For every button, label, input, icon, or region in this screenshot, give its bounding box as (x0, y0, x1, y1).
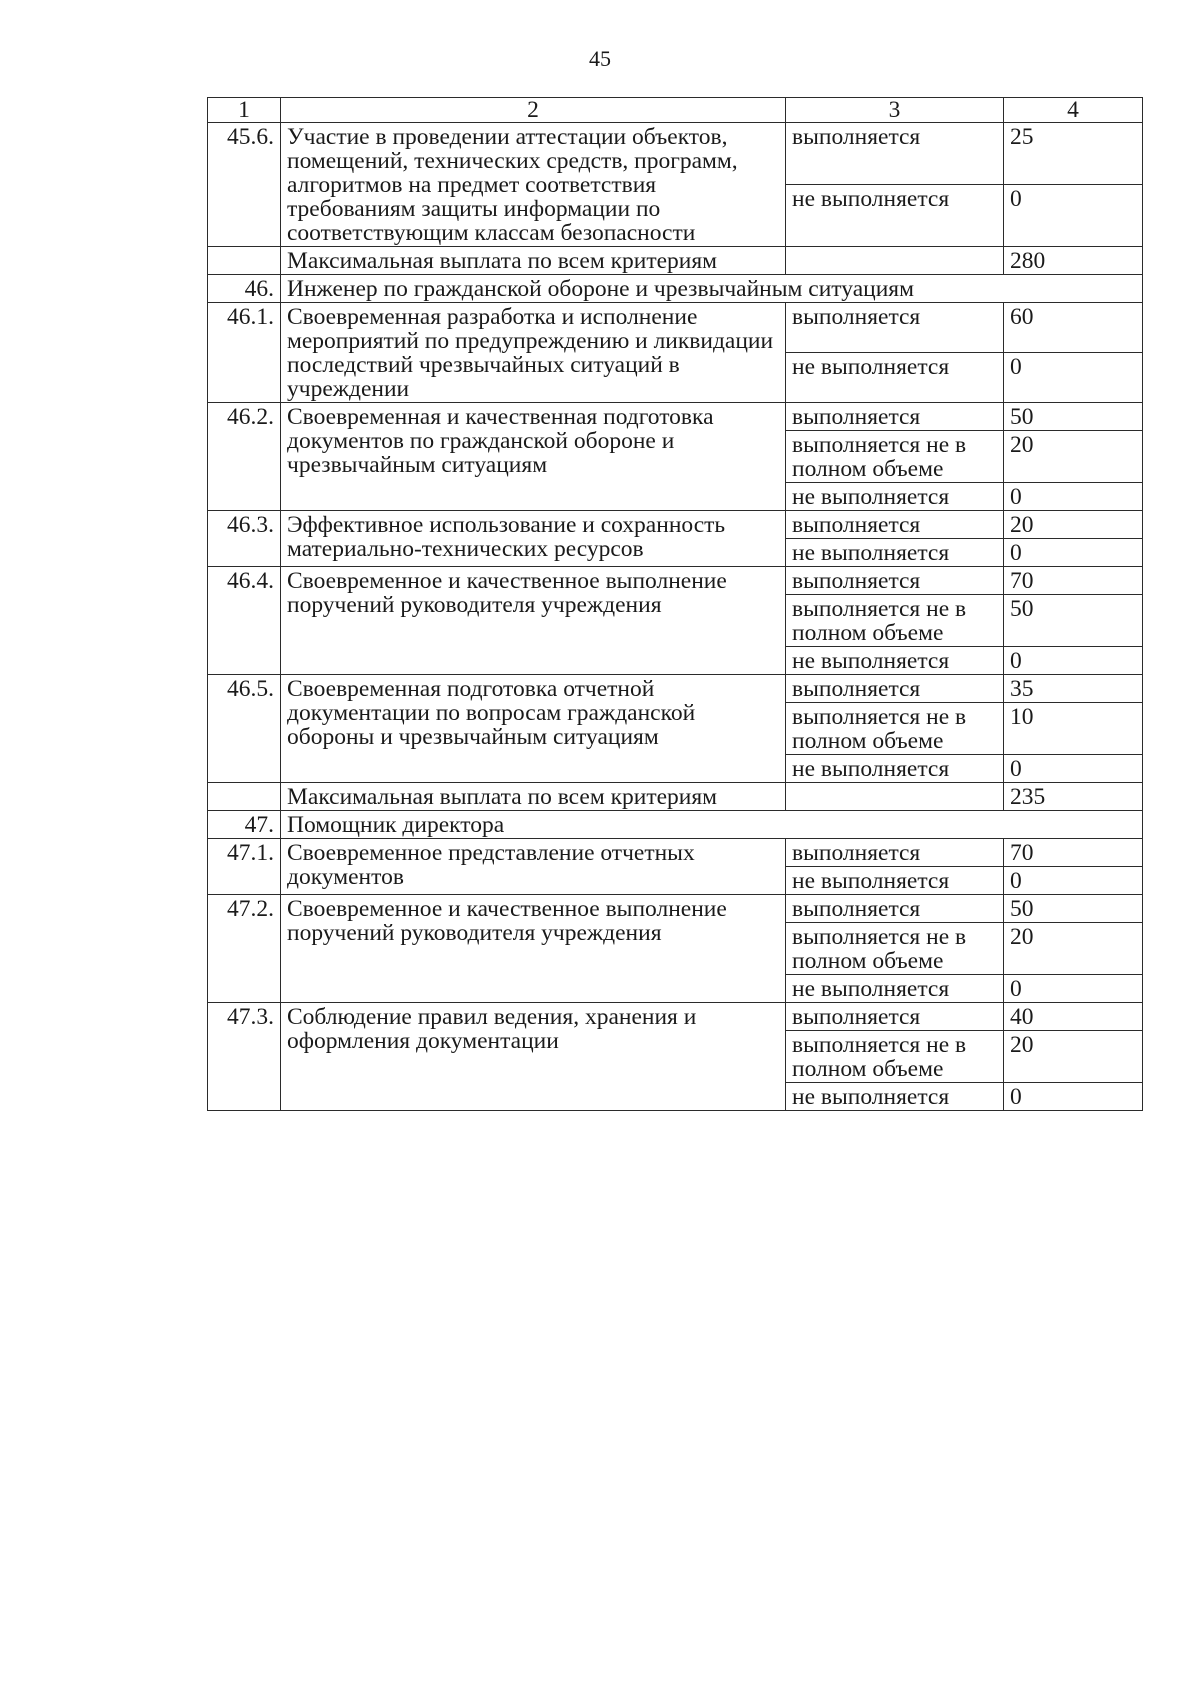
criterion-value: 50 (1004, 895, 1143, 923)
criterion-text: Своевременное и качественное выполнение поручений руководителя учреждения (281, 895, 786, 1003)
criterion-number: 47.2. (208, 895, 281, 1003)
criterion-number: 46.5. (208, 675, 281, 783)
criterion-status: выполняется (786, 675, 1004, 703)
criterion-status: не выполняется (786, 539, 1004, 567)
criterion-number: 46.2. (208, 403, 281, 511)
criterion-value: 0 (1004, 1083, 1143, 1111)
criterion-text: Своевременная подготовка отчетной документации по вопросам гражданской обороны и чрезвычайным ситуациям (281, 675, 786, 783)
criterion-text: Участие в проведении аттестации объектов, помещений, технических средств, программ, алгоритмов на предмет соответствия требованиям защиты информации по соответствующим классам безопасности (281, 123, 786, 247)
criterion-row (208, 511, 1143, 539)
section-row (208, 811, 1143, 839)
criterion-number: 46.1. (208, 303, 281, 403)
criterion-value: 25 (1004, 123, 1143, 185)
max-payment-value: 235 (1004, 783, 1143, 811)
criterion-status: выполняется (786, 123, 1004, 185)
criterion-value: 50 (1004, 595, 1143, 647)
criterion-status: не выполняется (786, 755, 1004, 783)
criterion-status: выполняется (786, 895, 1004, 923)
criterion-value: 0 (1004, 647, 1143, 675)
max-payment-value: 280 (1004, 247, 1143, 275)
criterion-value: 0 (1004, 867, 1143, 895)
criterion-value: 70 (1004, 567, 1143, 595)
section-title: Помощник директора (281, 811, 1143, 839)
criterion-status: выполняется (786, 839, 1004, 867)
criterion-value: 10 (1004, 703, 1143, 755)
row-number (208, 247, 281, 275)
max-payment-status (786, 247, 1004, 275)
criterion-status: не выполняется (786, 353, 1004, 403)
criterion-value: 0 (1004, 185, 1143, 247)
criterion-status: не выполняется (786, 647, 1004, 675)
criterion-value: 50 (1004, 403, 1143, 431)
criterion-text: Эффективное использование и сохранность материально-технических ресурсов (281, 511, 786, 567)
criterion-text: Своевременная разработка и исполнение мероприятий по предупреждению и ликвидации последствий чрезвычайных ситуаций в учреждении (281, 303, 786, 403)
criterion-status: не выполняется (786, 1083, 1004, 1111)
section-number: 46. (208, 275, 281, 303)
criterion-status: выполняется (786, 303, 1004, 353)
criterion-value: 0 (1004, 539, 1143, 567)
criterion-text: Своевременное и качественное выполнение поручений руководителя учреждения (281, 567, 786, 675)
criterion-number: 47.1. (208, 839, 281, 895)
column-header-4: 4 (1004, 98, 1143, 123)
column-header-2: 2 (281, 98, 786, 123)
criterion-number: 46.4. (208, 567, 281, 675)
criterion-row (208, 567, 1143, 595)
criterion-value: 0 (1004, 755, 1143, 783)
criterion-value: 0 (1004, 975, 1143, 1003)
criterion-value: 40 (1004, 1003, 1143, 1031)
criterion-status: выполняется (786, 567, 1004, 595)
criterion-status: не выполняется (786, 483, 1004, 511)
criterion-text: Своевременная и качественная подготовка документов по гражданской обороне и чрезвычайным ситуациям (281, 403, 786, 511)
criterion-status: выполняется не в полном объеме (786, 1031, 1004, 1083)
criterion-value: 0 (1004, 353, 1143, 403)
column-header-row (208, 98, 1143, 123)
max-payment-row (208, 247, 1143, 275)
column-header-3: 3 (786, 98, 1004, 123)
section-title: Инженер по гражданской обороне и чрезвычайным ситуациям (281, 275, 1143, 303)
max-payment-status (786, 783, 1004, 811)
max-payment-label: Максимальная выплата по всем критериям (281, 247, 786, 275)
criterion-status: не выполняется (786, 867, 1004, 895)
criterion-value: 20 (1004, 511, 1143, 539)
criterion-value: 70 (1004, 839, 1143, 867)
criterion-value: 0 (1004, 483, 1143, 511)
criterion-status: не выполняется (786, 975, 1004, 1003)
criteria-table (207, 97, 1143, 1111)
criterion-number: 46.3. (208, 511, 281, 567)
criterion-value: 35 (1004, 675, 1143, 703)
page-number: 45 (589, 46, 611, 71)
criterion-status: выполняется (786, 1003, 1004, 1031)
criterion-row (208, 895, 1143, 923)
criterion-row (208, 1003, 1143, 1031)
criterion-status: выполняется (786, 403, 1004, 431)
criterion-value: 20 (1004, 1031, 1143, 1083)
max-payment-row (208, 783, 1143, 811)
criterion-row (208, 675, 1143, 703)
table-body (208, 98, 1143, 1111)
criterion-row (208, 303, 1143, 353)
criterion-row (208, 839, 1143, 867)
criterion-value: 20 (1004, 431, 1143, 483)
section-number: 47. (208, 811, 281, 839)
criterion-status: не выполняется (786, 185, 1004, 247)
criterion-value: 60 (1004, 303, 1143, 353)
max-payment-label: Максимальная выплата по всем критериям (281, 783, 786, 811)
criterion-number: 47.3. (208, 1003, 281, 1111)
row-number (208, 783, 281, 811)
criterion-number: 45.6. (208, 123, 281, 247)
criterion-status: выполняется (786, 511, 1004, 539)
criterion-status: выполняется не в полном объеме (786, 703, 1004, 755)
criterion-row (208, 123, 1143, 185)
criterion-status: выполняется не в полном объеме (786, 595, 1004, 647)
criterion-text: Своевременное представление отчетных документов (281, 839, 786, 895)
criterion-row (208, 403, 1143, 431)
criterion-status: выполняется не в полном объеме (786, 923, 1004, 975)
criterion-text: Соблюдение правил ведения, хранения и оформления документации (281, 1003, 786, 1111)
section-row (208, 275, 1143, 303)
criterion-value: 20 (1004, 923, 1143, 975)
criterion-status: выполняется не в полном объеме (786, 431, 1004, 483)
column-header-1: 1 (208, 98, 281, 123)
